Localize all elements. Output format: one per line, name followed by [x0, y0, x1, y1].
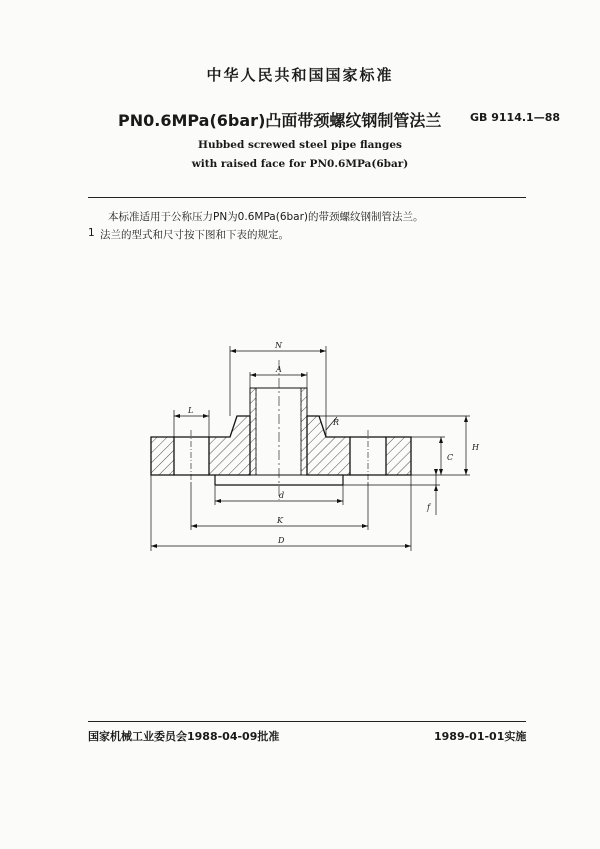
english-title-line1: Hubbed screwed steel pipe flanges: [198, 139, 402, 151]
dim-label-k: K: [277, 516, 283, 525]
english-title-line2: with raised face for PN0.6MPa(6bar): [191, 158, 409, 170]
intro-paragraph: 本标准适用于公称压力PN为0.6MPa(6bar)的带颈螺纹钢制管法兰。: [108, 211, 424, 223]
dim-label-d: d: [279, 491, 285, 500]
approval-note: 国家机械工业委员会1988-04-09批准: [88, 730, 280, 743]
dim-label-c: C: [447, 453, 454, 462]
dim-label-a: A: [276, 365, 282, 374]
clause-number: 1: [88, 227, 95, 239]
threaded-bore: [250, 388, 307, 475]
dim-label-r: R: [333, 418, 340, 427]
national-standard-heading: 中华人民共和国国家标准: [206, 66, 394, 84]
dim-label-d-outer: D: [278, 536, 285, 545]
footer-divider: [88, 721, 526, 722]
flange-section-left: [151, 416, 250, 475]
dim-label-f: f: [427, 503, 430, 512]
effective-date: 1989-01-01实施: [434, 730, 527, 743]
dim-label-h: H: [472, 443, 479, 452]
clause-text: 法兰的型式和尺寸按下图和下表的规定。: [100, 229, 289, 241]
flange-section-right: [307, 416, 411, 475]
standard-code: GB 9114.1—88: [470, 111, 560, 124]
document-title: PN0.6MPa(6bar)凸面带颈螺纹钢制管法兰: [118, 111, 442, 130]
dim-label-l: L: [188, 406, 194, 415]
dim-label-n: N: [275, 341, 282, 350]
